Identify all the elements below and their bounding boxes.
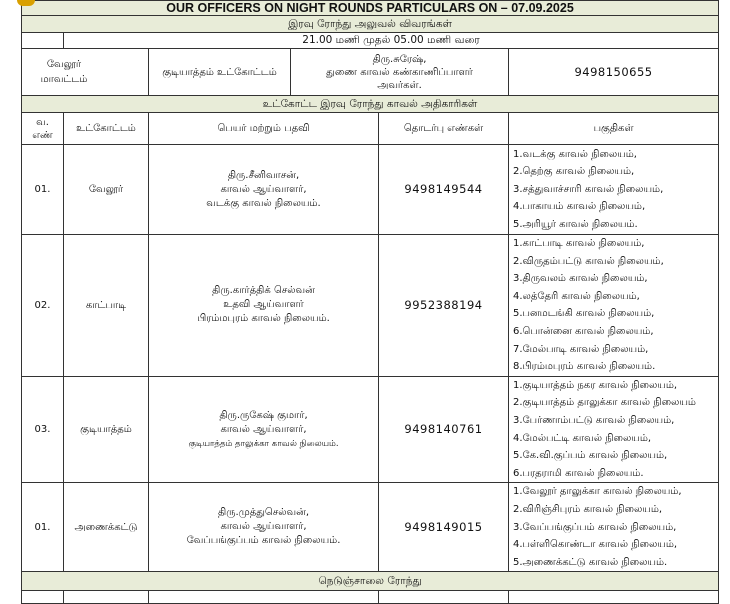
- list-item: 3.வேப்பங்குப்பம் காவல் நிலையம்,: [513, 521, 677, 533]
- list-item: 5.அணைக்கட்டு காவல் நிலையம்.: [513, 556, 668, 568]
- officer-designation: காவல் ஆய்வாளர்,: [220, 423, 307, 435]
- row-officer: [149, 376, 379, 483]
- officer-station: குடியாத்தம் தாலுக்கா காவல் நிலையம்.: [188, 438, 339, 449]
- officer-designation: உதவி ஆய்வாளர்: [223, 299, 304, 311]
- list-item: 2.குடியாத்தம் தாலுக்கா காவல் நிலையம்: [513, 397, 696, 409]
- row-officer: [149, 235, 379, 377]
- row-officer: [149, 483, 379, 572]
- report-title: OUR OFFICERS ON NIGHT ROUNDS PARTICULARS ON – 07.09.2025: [22, 1, 719, 16]
- row-areas: [509, 235, 719, 377]
- list-item: 2.விரிஞ்சிபுரம் காவல் நிலையம்,: [513, 503, 663, 515]
- col-header-subdivision: உட்கோட்டம்: [64, 113, 149, 145]
- table-row: [22, 235, 719, 377]
- officer-station: வடக்கு காவல் நிலையம்.: [206, 197, 321, 209]
- row-subdivision: குடியாத்தம்: [64, 376, 149, 483]
- table-row: [22, 145, 719, 235]
- time-row: [22, 33, 719, 49]
- row-areas: [509, 483, 719, 572]
- officer-designation: காவல் ஆய்வாளர்,: [220, 521, 307, 533]
- supervisor-honorific: அவர்கள்.: [377, 79, 422, 91]
- list-item: 5.பனமடங்கி காவல் நிலையம்,: [513, 308, 655, 320]
- district-label: வேலூர் மாவட்டம்: [22, 49, 149, 96]
- row-serial: 01.: [22, 483, 64, 572]
- row-subdivision: வேலூர்: [64, 145, 149, 235]
- list-item: 1.காட்பாடி காவல் நிலையம்,: [513, 238, 645, 249]
- officer-name: திரு.ருகேஷ் குமார்,: [219, 409, 308, 421]
- list-item: 2.தெற்கு காவல் நிலையம்,: [513, 166, 635, 178]
- list-item: 7.மேல்பாடி காவல் நிலையம்,: [513, 343, 649, 355]
- col-header-name: பெயர் மற்றும் பதவி: [149, 113, 379, 145]
- footer-heading-row: [22, 572, 719, 591]
- list-item: 8.பிரம்மபுரம் காவல் நிலையம்.: [513, 361, 656, 373]
- section-heading-row: [22, 96, 719, 113]
- list-item: 1.குடியாத்தம் நகர காவல் நிலையம்,: [513, 379, 678, 391]
- row-officer: [149, 145, 379, 235]
- list-item: 4.பாகாயம் காவல் நிலையம்,: [513, 201, 646, 213]
- supervisor-phone: 9498150655: [509, 49, 719, 96]
- report-sheet: [21, 0, 718, 591]
- supervisor-officer: [291, 49, 509, 96]
- officer-station: வேப்பங்குப்பம் காவல் நிலையம்.: [186, 535, 341, 547]
- col-header-contact: தொடர்பு எண்கள்: [379, 113, 509, 145]
- list-item: 4.பள்ளிகொண்டா காவல் நிலையம்,: [513, 539, 678, 551]
- table-row: [22, 483, 719, 572]
- time-range: 21.00 மணி முதல் 05.00 மணி வரை: [64, 33, 719, 49]
- list-item: 1.வேலூர் தாலுக்கா காவல் நிலையம்,: [513, 486, 682, 498]
- list-item: 6.பரதராமி காவல் நிலையம்.: [513, 467, 644, 479]
- list-item: 6.பொன்னை காவல் நிலையம்,: [513, 325, 654, 337]
- list-item: 5.கே.வி.குப்பம் காவல் நிலையம்,: [513, 450, 668, 462]
- subtitle-row: [22, 16, 719, 33]
- column-header-row: [22, 113, 719, 145]
- report-subtitle: இரவு ரோந்து அலுவல் விவரங்கள்: [22, 16, 719, 33]
- row-phone: 9952388194: [379, 235, 509, 377]
- cutoff-row: [22, 591, 719, 604]
- supervisor-name: திரு.சுரேஷ்,: [372, 53, 427, 65]
- list-item: 4.லத்தேரி காவல் நிலையம்,: [513, 290, 640, 302]
- list-item: 3.திருவலம் காவல் நிலையம்,: [513, 273, 648, 285]
- row-serial: 01.: [22, 145, 64, 235]
- footer-heading: நெடுஞ்சாலை ரோந்து: [22, 572, 719, 591]
- officer-name: திரு.கார்த்திக் செல்வன்: [212, 285, 315, 297]
- supervisor-subdivision: குடியாத்தம் உட்கோட்டம்: [149, 49, 291, 96]
- supervisor-designation: துணை காவல் கண்காணிப்பாளர்: [326, 66, 473, 78]
- row-phone: 9498149544: [379, 145, 509, 235]
- row-subdivision: காட்பாடி: [64, 235, 149, 377]
- list-item: 3.பேர்ணாம்பட்டு காவல் நிலையம்,: [513, 414, 675, 426]
- officer-name: திரு.முத்துசெல்வன்,: [218, 507, 309, 519]
- row-areas: [509, 145, 719, 235]
- row-serial: 03.: [22, 376, 64, 483]
- row-phone: 9498149015: [379, 483, 509, 572]
- col-header-serial: வ. எண்: [22, 113, 64, 145]
- list-item: 4.மேல்பட்டி காவல் நிலையம்,: [513, 432, 652, 444]
- list-item: 5.அரியூர் காவல் நிலையம்.: [513, 218, 638, 230]
- col-header-areas: பகுதிகள்: [509, 113, 719, 145]
- row-areas: [509, 376, 719, 483]
- list-item: 2.விருதம்பட்டு காவல் நிலையம்,: [513, 255, 664, 267]
- officer-designation: காவல் ஆய்வாளர்,: [220, 183, 307, 195]
- row-subdivision: அணைக்கட்டு: [64, 483, 149, 572]
- night-rounds-table: [21, 0, 719, 604]
- list-item: 3.சத்துவாச்சாரி காவல் நிலையம்,: [513, 183, 664, 195]
- row-serial: 02.: [22, 235, 64, 377]
- supervisor-row: [22, 49, 719, 96]
- officer-station: பிரம்மபுரம் காவல் நிலையம்.: [197, 313, 330, 325]
- title-row: [22, 1, 719, 16]
- officer-name: திரு.சீனிவாசன்,: [227, 169, 300, 181]
- table-row: [22, 376, 719, 483]
- row-phone: 9498140761: [379, 376, 509, 483]
- section-heading: உட்கோட்ட இரவு ரோந்து காவல் அதிகாரிகள்: [22, 96, 719, 113]
- list-item: 1.வடக்கு காவல் நிலையம்,: [513, 148, 637, 160]
